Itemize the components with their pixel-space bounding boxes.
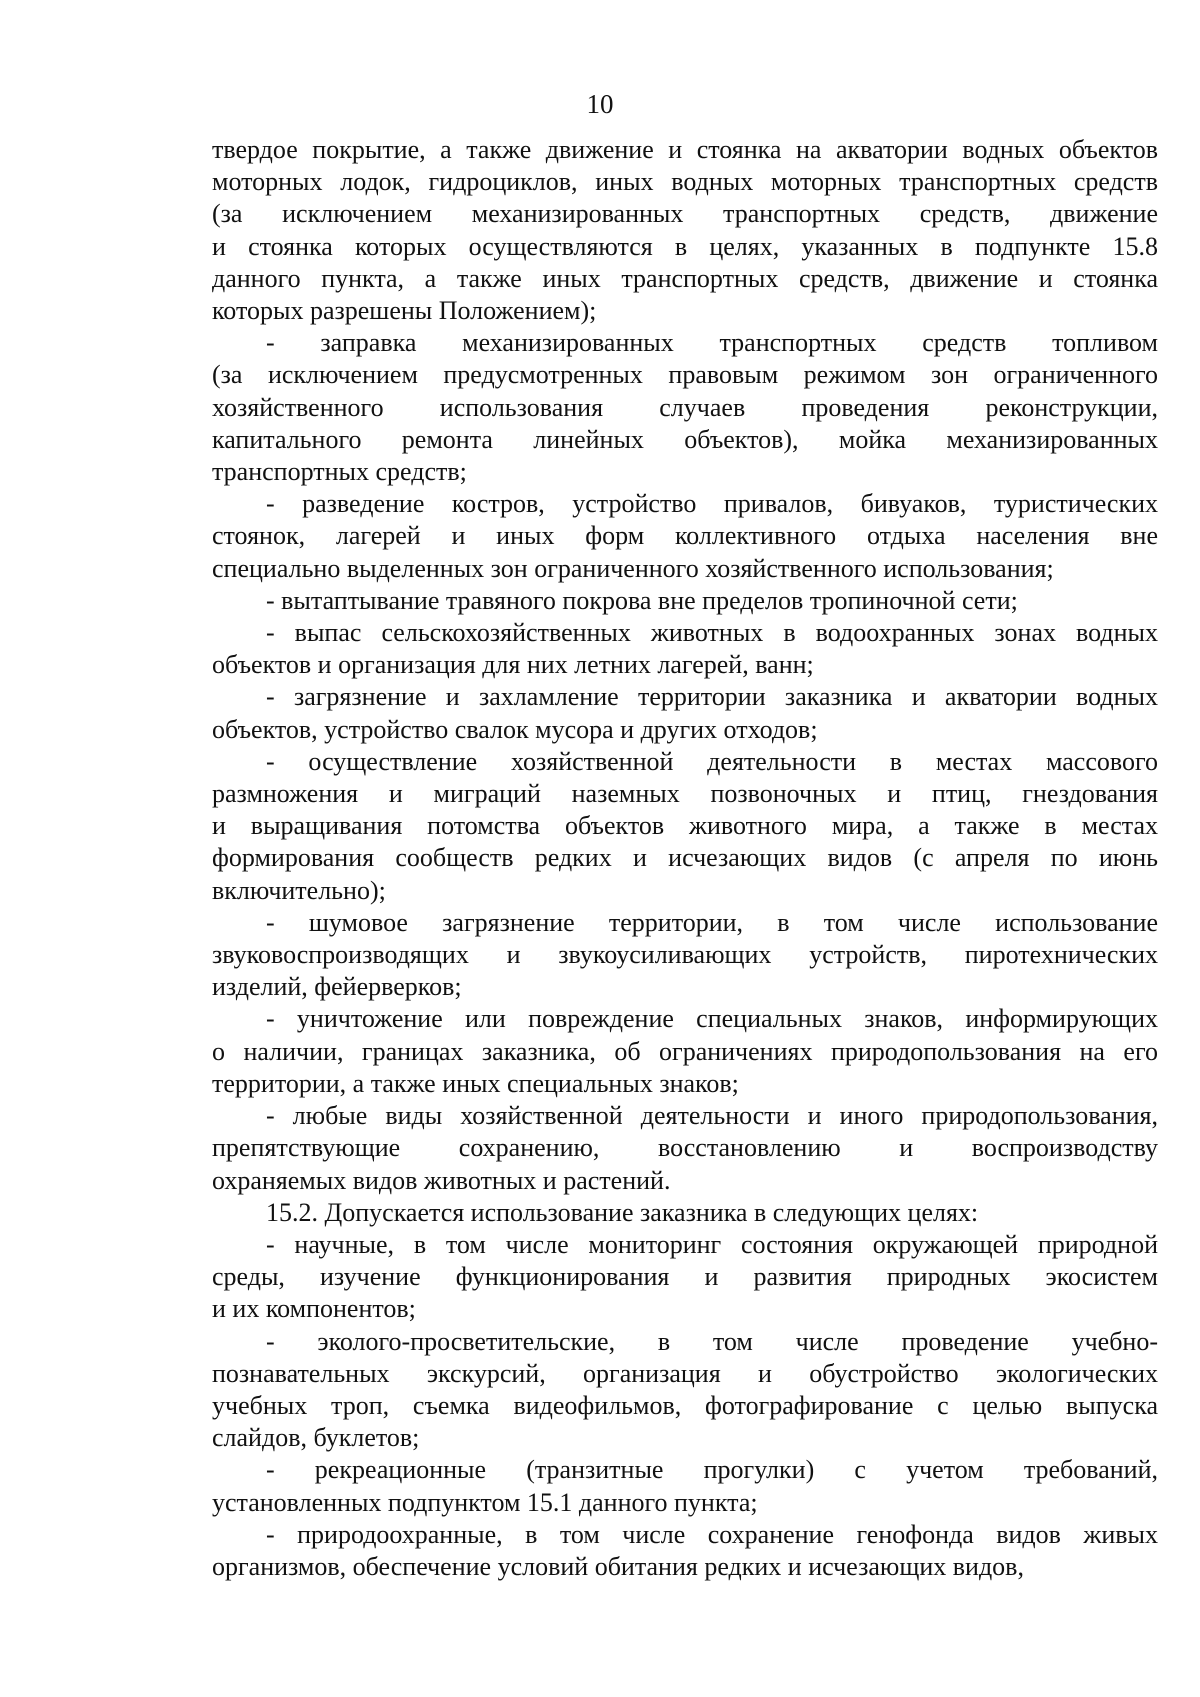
paragraph <box>212 327 1158 488</box>
text-line: среды, изучение функционирования и развития природных экосистем <box>212 1262 1158 1292</box>
text-line: и их компонентов; <box>212 1294 416 1324</box>
text-line: территории, а также иных специальных знаков; <box>212 1068 739 1098</box>
text-line: хозяйственного использования случаев проведения реконструкции, <box>212 392 1158 422</box>
paragraph <box>212 585 1158 617</box>
paragraph <box>212 1454 1158 1518</box>
text-line: (за исключением механизированных транспортных средств, движение <box>212 199 1158 229</box>
text-line: - уничтожение или повреждение специальных знаков, информирующих <box>266 1004 1158 1034</box>
text-line: твердое покрытие, а также движение и стоянка на акватории водных объектов <box>212 135 1158 164</box>
text-line: - вытаптывание травяного покрова вне пределов тропиночной сети; <box>266 585 1018 615</box>
document-body <box>212 134 1158 1583</box>
text-line: - заправка механизированных транспортных средств топливом <box>266 328 1158 358</box>
text-line: охраняемых видов животных и растений. <box>212 1165 671 1195</box>
text-line: данного пункта, а также иных транспортных средств, движение и стоянка <box>212 263 1158 293</box>
paragraph <box>212 681 1158 745</box>
text-line: - природоохранные, в том числе сохранение генофонда видов живых <box>266 1519 1158 1549</box>
text-line: формирования сообществ редких и исчезающих видов (с апреля по июнь <box>212 843 1158 873</box>
text-line: которых разрешены Положением); <box>212 296 597 326</box>
text-line: - любые виды хозяйственной деятельности и иного природопользования, <box>266 1101 1158 1131</box>
text-line: звуковоспроизводящих и звукоусиливающих устройств, пиротехнических <box>212 940 1158 970</box>
paragraph <box>212 746 1158 907</box>
text-line: препятствующие сохранению, восстановлению и воспроизводству <box>212 1133 1158 1163</box>
paragraph <box>212 1197 1158 1229</box>
text-line: - осуществление хозяйственной деятельности в местах массового <box>266 746 1158 776</box>
text-line: моторных лодок, гидроциклов, иных водных моторных транспортных средств <box>212 167 1158 197</box>
paragraph <box>212 617 1158 681</box>
text-line: учебных троп, съемка видеофильмов, фотографирование с целью выпуска <box>212 1390 1158 1420</box>
text-line: - научные, в том числе мониторинг состояния окружающей природной <box>266 1229 1158 1259</box>
text-line: организмов, обеспечение условий обитания редких и исчезающих видов, <box>212 1551 1024 1581</box>
text-line: 15.2. Допускается использование заказника в следующих целях: <box>266 1197 979 1227</box>
paragraph <box>212 1100 1158 1197</box>
text-line: слайдов, буклетов; <box>212 1423 420 1453</box>
paragraph <box>212 1229 1158 1326</box>
text-line: размножения и миграций наземных позвоночных и птиц, гнездования <box>212 779 1158 809</box>
paragraph <box>212 1003 1158 1100</box>
text-line: о наличии, границах заказника, об ограничениях природопользования на его <box>212 1036 1158 1066</box>
text-line: - рекреационные (транзитные прогулки) с учетом требований, <box>266 1455 1158 1485</box>
text-line: включительно); <box>212 875 386 905</box>
text-line: специально выделенных зон ограниченного хозяйственного использования; <box>212 553 1054 583</box>
text-line: - эколого-просветительские, в том числе проведение учебно- <box>266 1326 1158 1356</box>
text-line: (за исключением предусмотренных правовым режимом зон ограниченного <box>212 360 1158 390</box>
text-line: познавательных экскурсий, организация и обустройство экологических <box>212 1358 1158 1388</box>
text-line: стоянок, лагерей и иных форм коллективного отдыха населения вне <box>212 521 1158 551</box>
text-line: и выращивания потомства объектов животного мира, а также в местах <box>212 811 1158 841</box>
text-line: объектов, устройство свалок мусора и других отходов; <box>212 714 818 744</box>
paragraph <box>212 1326 1158 1455</box>
text-line: транспортных средств; <box>212 457 467 487</box>
text-line: и стоянка которых осуществляются в целях, указанных в подпункте 15.8 <box>212 231 1158 261</box>
paragraph <box>212 907 1158 1004</box>
text-line: - выпас сельскохозяйственных животных в водоохранных зонах водных <box>266 618 1158 648</box>
paragraph <box>212 488 1158 585</box>
paragraph <box>212 1519 1158 1583</box>
page-number: 10 <box>586 89 614 119</box>
text-line: - шумовое загрязнение территории, в том числе использование <box>266 907 1158 937</box>
text-line: - загрязнение и захламление территории заказника и акватории водных <box>266 682 1158 712</box>
text-line: установленных подпунктом 15.1 данного пункта; <box>212 1487 758 1517</box>
paragraph <box>212 134 1158 327</box>
text-line: - разведение костров, устройство привалов, бивуаков, туристических <box>266 489 1158 519</box>
text-line: объектов и организация для них летних лагерей, ванн; <box>212 650 814 680</box>
text-line: изделий, фейерверков; <box>212 972 462 1002</box>
text-line: капитального ремонта линейных объектов), мойка механизированных <box>212 424 1158 454</box>
